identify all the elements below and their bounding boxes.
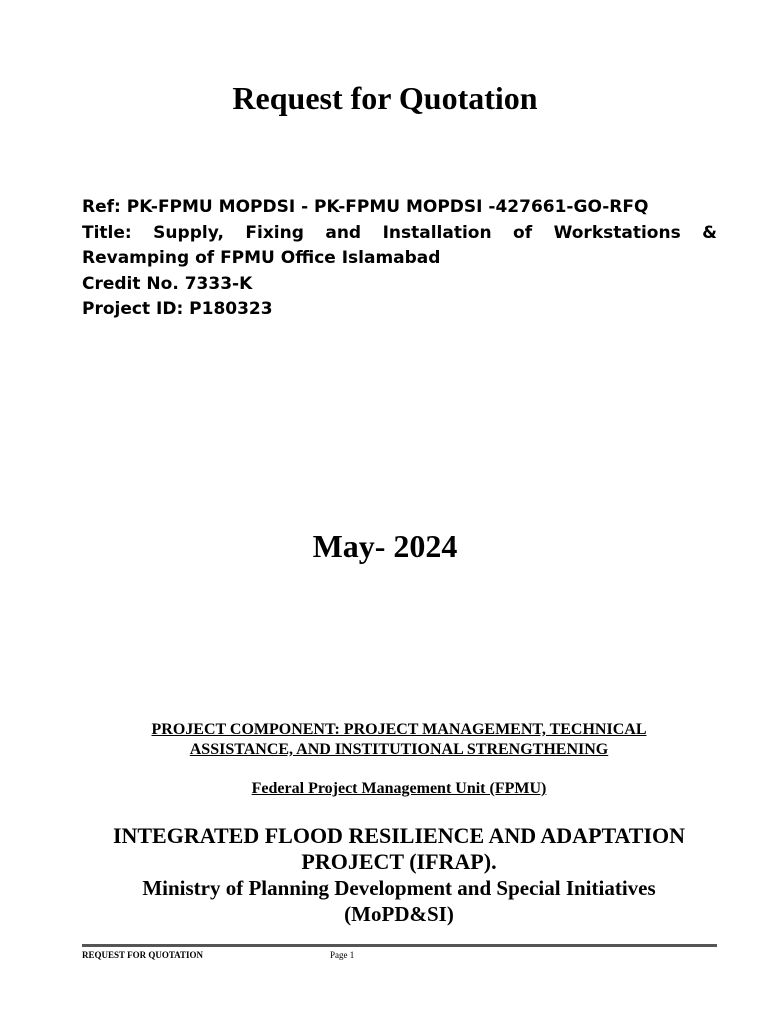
management-unit: Federal Project Management Unit (FPMU) xyxy=(251,780,547,797)
credit-line: Credit No. 7333-K xyxy=(82,273,253,294)
title-line-1: Title: Supply, Fixing and Installation of Workstations & xyxy=(82,222,717,243)
footer-page-number: Page 1 xyxy=(330,950,355,960)
project-line-2: PROJECT (IFRAP). xyxy=(301,849,497,874)
component-line-1: PROJECT COMPONENT: PROJECT MANAGEMENT, TECHNICAL xyxy=(151,721,647,738)
ministry-line-1: Ministry of Planning Development and Special Initiatives xyxy=(142,876,656,900)
footer-label: REQUEST FOR QUOTATION xyxy=(82,950,204,960)
project-component xyxy=(0,720,770,760)
project-block xyxy=(0,823,770,927)
document-date: May- 2024 xyxy=(312,528,458,564)
title-line-2: Revamping of FPMU Office Islamabad xyxy=(82,248,441,268)
document-title: Request for Quotation xyxy=(232,80,538,116)
ministry-line-2: (MoPD&SI) xyxy=(344,902,454,926)
project-line-1: INTEGRATED FLOOD RESILIENCE AND ADAPTATION xyxy=(112,823,686,848)
ref-line: Ref: PK-FPMU MOPDSI - PK-FPMU MOPDSI -427661-GO-RFQ xyxy=(82,197,649,217)
project-id-line: Project ID: P180323 xyxy=(82,299,273,319)
reference-block xyxy=(82,195,717,323)
footer-rule xyxy=(82,944,717,947)
component-line-2: ASSISTANCE, AND INSTITUTIONAL STRENGTHENING xyxy=(189,741,609,758)
